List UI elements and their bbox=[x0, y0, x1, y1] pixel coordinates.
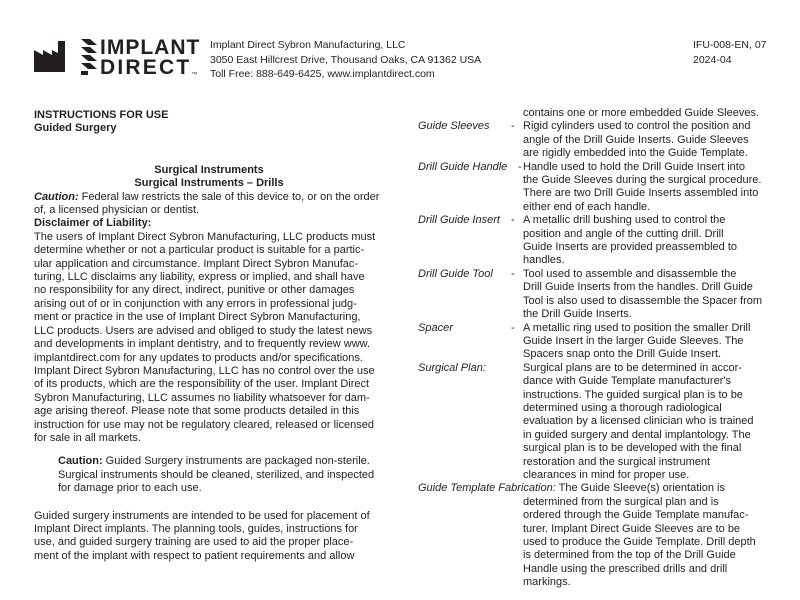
trademark-symbol: ™ bbox=[191, 72, 198, 78]
text-line: arising out of or in conjunction with any errors in professional judg- bbox=[34, 297, 357, 310]
text-line: no responsibility for any direct, indirect, punitive or other damages bbox=[34, 284, 355, 297]
definition-dash: - bbox=[511, 214, 515, 227]
company-contact: Toll Free: 888-649-6425, www.implantdirect.com bbox=[210, 68, 435, 80]
definition-term: Spacer bbox=[418, 321, 453, 334]
text-line: LLC products. Users are advised and obliged to study the latest news bbox=[34, 324, 373, 337]
text-line: age arising thereof. Please note that some products detailed in this bbox=[34, 405, 360, 418]
company-name: Implant Direct Sybron Manufacturing, LLC bbox=[210, 39, 406, 51]
definition-dash: - bbox=[511, 120, 515, 133]
definition-guide-sleeves bbox=[418, 120, 778, 160]
caution-text: Federal law restricts the sale of this device to, or on the order of, a licensed physician or dentist. bbox=[34, 190, 380, 217]
text-line: for sale in all markets. bbox=[34, 431, 141, 444]
definition-term: Drill Guide Tool bbox=[418, 267, 493, 280]
document-header bbox=[0, 0, 800, 90]
document-id bbox=[693, 38, 767, 67]
sterility-caution bbox=[34, 455, 384, 495]
definition-text: Rigid cylinders used to control the position and angle of the Drill Guide Inserts. Guide Sleeves are rigidly embedded into the Guide Template. bbox=[523, 120, 751, 160]
text-line: turing, LLC disclaims any liability, express or implied, and shall have bbox=[34, 271, 365, 284]
caution-label: Caution: bbox=[58, 455, 103, 468]
definition-text: Surgical plans are to be determined in accor- dance with Guide Template manufacturer's instructions. The guided surgical plan is to be determined using a thorough radiological evaluation by a licensed clinician who is trained in guided surgery and dental implantology. The surgical plan is to be developed with the final restoration and the surgical instrument clearances in mind for proper use. bbox=[523, 361, 754, 481]
left-column bbox=[34, 109, 384, 563]
definition-term: Drill Guide Insert bbox=[418, 214, 500, 227]
document-subtitle: Guided Surgery bbox=[34, 122, 117, 135]
company-info bbox=[210, 38, 481, 82]
document-date: 2024-04 bbox=[693, 53, 732, 66]
logo-mark bbox=[81, 39, 97, 75]
definition-drill-guide-tool bbox=[418, 268, 778, 322]
section-heading-surgical-instruments: Surgical Instruments bbox=[154, 163, 264, 176]
text-line: Caution: Guided Surgery instruments are packaged non-sterile. bbox=[58, 455, 370, 468]
definition-term: Guide Template Fabrication: bbox=[418, 482, 556, 495]
definition-drill-guide-insert bbox=[418, 214, 778, 268]
title-block bbox=[34, 109, 384, 136]
disclaimer-heading: Disclaimer of Liability: bbox=[34, 217, 152, 230]
caution-paragraph bbox=[34, 191, 384, 218]
definition-guide-template-fabrication bbox=[418, 482, 778, 589]
definition-spacer bbox=[418, 322, 778, 362]
text-line: Implant Direct implants. The planning tools, guides, instructions for bbox=[34, 522, 358, 535]
definition-term: Drill Guide Handle bbox=[418, 160, 508, 173]
text-line: implantdirect.com for any updates to products and/or specifications. bbox=[34, 351, 363, 364]
text-line: and developments in implant dentistry, and to frequently review www. bbox=[34, 338, 371, 351]
company-address: 3050 East Hillcrest Drive, Thousand Oaks, CA 91362 USA bbox=[210, 53, 482, 66]
definition-dash: - bbox=[518, 160, 522, 173]
definition-dash: - bbox=[511, 267, 515, 280]
definition-term: Guide Sleeves bbox=[418, 120, 490, 133]
definition-text: A metallic ring used to position the smaller Drill Guide Insert in the larger Guide Sleeves. The Spacers snap onto the Drill Guide Insert. bbox=[523, 321, 751, 361]
definition-surgical-plan bbox=[418, 362, 778, 483]
text-line: for damage prior to each use. bbox=[58, 482, 202, 495]
text-line: determine whether or not a particular product is suitable for a partic- bbox=[34, 244, 365, 257]
text-line: instruction for use may not be regulatory cleared, released or licensed bbox=[34, 418, 374, 431]
text-line: use, and guided surgery training are used to aid the proper place- bbox=[34, 536, 354, 549]
text-line: contains one or more embedded Guide Sleeves. bbox=[523, 107, 760, 119]
text-line: Guided surgery instruments are intended to be used for placement of bbox=[34, 509, 370, 522]
intended-use-paragraph bbox=[34, 510, 384, 564]
definition-text: A metallic drill bushing used to control the position and angle of the cutting drill. Drill Guide Inserts are provided preassembled to handles. bbox=[523, 214, 738, 267]
logo-text-line1: IMPLANT bbox=[100, 36, 201, 59]
text-line: Sybron Manufacturing, LLC assumes no liability whatsoever for dam- bbox=[34, 391, 370, 404]
document-number: IFU-008-EN, 07 bbox=[693, 39, 767, 51]
text-line: ular application and circumstance. Implant Direct Sybron Manufac- bbox=[34, 257, 359, 270]
manufacturer-factory-icon bbox=[34, 41, 70, 72]
definition-text: determined from the surgical plan and is ordered through the Guide Template manufac- turer. Implant Direct Guide Sleeves are to be used to produce the Guide Template. Drill depth is determined from the top of the Drill Guide Handle using the prescribed drills and drill markings. bbox=[523, 495, 756, 589]
text-line: The users of Implant Direct Sybron Manufacturing, LLC products must bbox=[34, 230, 376, 243]
document-title: INSTRUCTIONS FOR USE bbox=[34, 109, 169, 121]
caution-label: Caution: bbox=[34, 190, 79, 203]
right-column bbox=[418, 107, 778, 590]
text-line: ment of the implant with respect to patient requirements and allow bbox=[34, 549, 355, 562]
definition-dash: - bbox=[511, 321, 515, 334]
text-line: Implant Direct Sybron Manufacturing, LLC has no control over the use bbox=[34, 364, 375, 377]
definition-term: Surgical Plan: bbox=[418, 361, 486, 374]
text-line: Surgical instruments should be cleaned, sterilized, and inspected bbox=[58, 468, 375, 481]
text-line: of its products, which are the responsibility of the user. Implant Direct bbox=[34, 378, 370, 391]
logo-text-line2: DIRECT™ bbox=[100, 56, 198, 79]
section-heading-drills: Surgical Instruments – Drills bbox=[134, 177, 284, 190]
definition-text: Handle used to hold the Drill Guide Insert into the Guide Sleeves during the surgical procedure. There are two Drill Guide Inserts assembled into either end of each handle. bbox=[523, 160, 762, 213]
disclaimer-body bbox=[34, 231, 384, 446]
text-line: ment or practice in the use of Implant Direct Sybron Manufacturing, bbox=[34, 311, 361, 324]
text-line: Guide Template Fabrication: The Guide Sleeve(s) orientation is bbox=[418, 482, 725, 495]
definition-drill-guide-handle bbox=[418, 161, 778, 215]
definition-text: Tool used to assemble and disassemble the Drill Guide Inserts from the handles. Drill Guide Tool is also used to disassemble the Spacer from the Drill Guide Inserts. bbox=[523, 267, 763, 321]
